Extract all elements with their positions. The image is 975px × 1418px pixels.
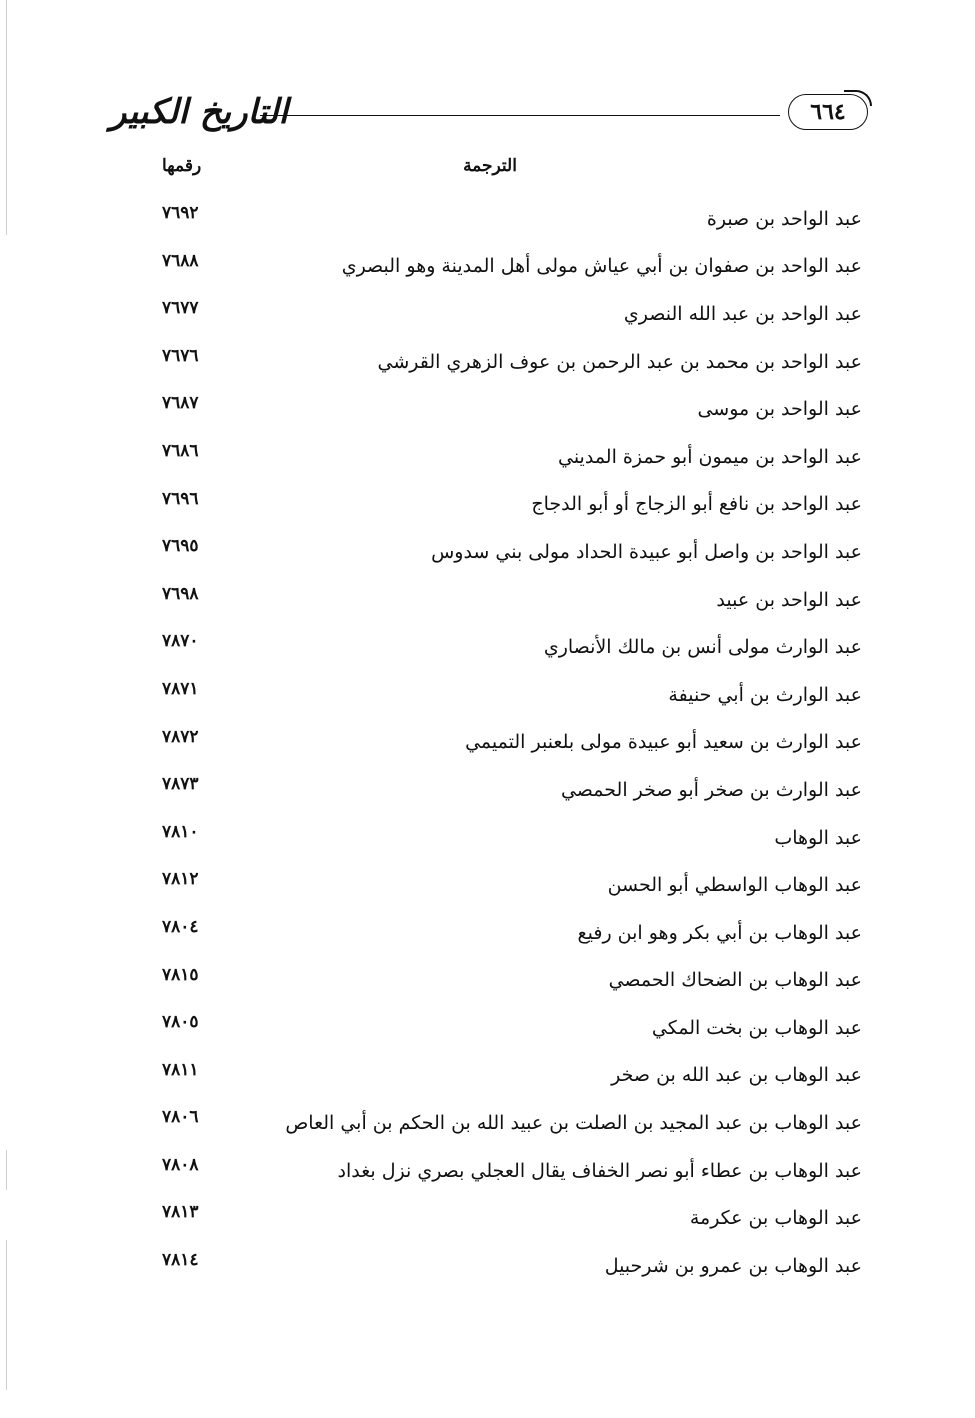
list-item	[110, 671, 862, 719]
entry-number: ٧٦٩٢	[162, 203, 199, 223]
entry-number: ٧٨٠٨	[162, 1154, 199, 1175]
entry-name: عبد الوارث مولى أنس بن مالك الأنصاري	[543, 636, 862, 659]
entry-name: عبد الواحد بن موسى	[697, 398, 862, 421]
entry-name: عبد الوهاب بن الضحاك الحمصي	[608, 969, 862, 992]
entry-name: عبد الوهاب بن عكرمة	[689, 1207, 862, 1230]
running-header	[110, 88, 870, 138]
column-headers	[110, 156, 870, 186]
entry-name: عبد الوهاب بن عطاء أبو نصر الخفاف يقال العجلي بصري نزل بغداد	[337, 1159, 862, 1182]
list-item	[110, 1242, 862, 1290]
list-item	[110, 861, 862, 909]
entry-number: ٧٨٠٦	[162, 1107, 199, 1128]
entry-number: ٧٨١٠	[162, 821, 199, 842]
entry-name: عبد الواحد بن واصل أبو عبيدة الحداد مولى بني سدوس	[431, 540, 862, 563]
entry-name: عبد الوهاب بن أبي بكر وهو ابن رفيع	[577, 921, 862, 944]
entry-name: عبد الوهاب بن عبد الله بن صخر	[611, 1064, 862, 1087]
entry-number: ٧٨١٢	[162, 869, 199, 890]
entry-name: عبد الواحد بن عبد الله النصري	[623, 302, 862, 325]
scan-edge-mark	[6, 1240, 7, 1390]
list-item	[110, 909, 862, 957]
list-item	[110, 433, 862, 481]
list-item	[110, 338, 862, 386]
entry-number: ٧٦٧٧	[162, 298, 199, 319]
list-item	[110, 719, 862, 767]
entry-number: ٧٨١٥	[162, 964, 199, 985]
list-item	[110, 766, 862, 814]
list-item	[110, 290, 862, 338]
entry-number: ٧٨٧٠	[162, 631, 199, 652]
index-list	[110, 195, 862, 1290]
entry-name: عبد الواحد بن محمد بن عبد الرحمن بن عوف الزهري القرشي	[377, 350, 862, 373]
list-item	[110, 623, 862, 671]
book-title: التاريخ الكبير	[110, 92, 288, 132]
entry-number: ٧٨١٣	[162, 1202, 199, 1223]
entry-name: عبد الوهاب الواسطي أبو الحسن	[607, 874, 862, 897]
list-item	[110, 385, 862, 433]
entry-number: ٧٨٠٤	[162, 916, 199, 937]
list-item	[110, 1004, 862, 1052]
entry-number: ٧٦٨٨	[162, 250, 199, 271]
entry-number: ٧٨١٤	[162, 1250, 199, 1271]
entry-number: ٧٦٩٥	[162, 536, 199, 557]
list-item	[110, 957, 862, 1005]
scan-edge-mark	[6, 0, 7, 235]
column-header-number: رقمها	[162, 156, 202, 176]
list-item	[110, 576, 862, 624]
entry-number: ٧٦٩٨	[162, 583, 199, 604]
scan-edge-mark	[6, 1150, 7, 1190]
list-item	[110, 1052, 862, 1100]
entry-number: ٧٦٩٦	[162, 488, 199, 509]
entry-number: ٧٨٧١	[162, 678, 199, 699]
entry-name: عبد الوهاب بن عبد المجيد بن الصلت بن عبيد الله بن الحكم بن أبي العاص	[285, 1112, 862, 1135]
list-item	[110, 481, 862, 529]
list-item	[110, 243, 862, 291]
entry-name: عبد الواحد بن صبرة	[706, 207, 862, 230]
entry-number: ٧٦٨٧	[162, 393, 199, 414]
list-item	[110, 528, 862, 576]
entry-name: عبد الوارث بن سعيد أبو عبيدة مولى بلعنبر التميمي	[465, 731, 862, 754]
entry-name: عبد الواحد بن صفوان بن أبي عياش مولى أهل المدينة وهو البصري	[341, 255, 862, 278]
entry-name: عبد الواحد بن نافع أبو الزجاج أو أبو الدجاج	[531, 493, 862, 516]
list-item	[110, 195, 862, 243]
entry-name: عبد الوارث بن صخر أبو صخر الحمصي	[560, 778, 862, 801]
entry-number: ٧٦٧٦	[162, 345, 199, 366]
header-rule	[260, 115, 780, 116]
list-item	[110, 1147, 862, 1195]
entry-name: عبد الواحد بن عبيد	[716, 588, 862, 611]
entry-number: ٧٨٧٢	[162, 726, 199, 747]
entry-name: عبد الوارث بن أبي حنيفة	[668, 683, 862, 706]
entry-number: ٧٨٧٣	[162, 774, 199, 795]
entry-number: ٧٨٠٥	[162, 1012, 199, 1033]
entry-name: عبد الواحد بن ميمون أبو حمزة المديني	[557, 445, 862, 468]
column-header-entry: الترجمة	[463, 156, 517, 176]
list-item	[110, 814, 862, 862]
entry-number: ٧٨١١	[162, 1059, 199, 1080]
entry-name: عبد الوهاب بن بخت المكي	[651, 1016, 862, 1039]
entry-name: عبد الوهاب بن عمرو بن شرحبيل	[604, 1254, 862, 1277]
entry-number: ٧٦٨٦	[162, 440, 199, 461]
list-item	[110, 1099, 862, 1147]
list-item	[110, 1194, 862, 1242]
page-number: ٦٦٤	[788, 94, 868, 130]
entry-name: عبد الوهاب	[774, 826, 862, 849]
